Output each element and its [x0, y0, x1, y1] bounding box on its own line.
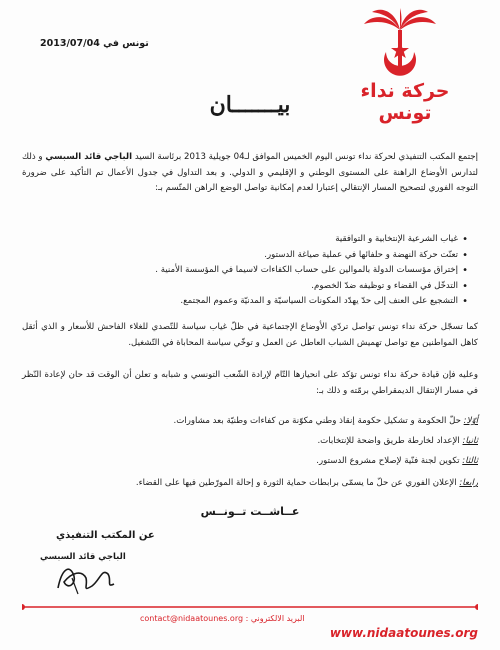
list-item: • تعنّت حركة النهضة و حلفائها في عملية صياغة الدستور.	[40, 248, 468, 264]
signatory-name: الباجي قائد السبسي	[40, 552, 126, 562]
logo-text: حركة نداء تونس	[360, 80, 450, 124]
closing-slogan: عــاشــت تــونــس	[200, 505, 300, 518]
document-title: بيـــــــان	[209, 92, 291, 118]
social-situation-paragraph: كما تسجّل حركة نداء تونس تواصل تردّي الأوضاع الإجتماعية في ظلّ غياب سياسة للتّصدي للغلاء الفاحش للأسعار و الذي أثقل كاهل المواطنين مع تواصل تهميش الشباب العاطل عن العمل و توخّي سياسة المحاباة في التّشغيل.	[22, 322, 478, 348]
demand-label: رابعا:	[459, 478, 478, 488]
demand-text: الإعلان الفوري عن حلّ ما يسمّى برابطات حماية الثورة و إحالة المورّطين فيها على القضاء.	[135, 478, 457, 488]
list-item: • إختراق مؤسسات الدولة بالموالين على حساب الكفاءات لاسيما في المؤسسة الأمنية .	[40, 263, 468, 279]
website-link[interactable]: www.nidaatounes.org	[329, 626, 478, 640]
list-item: • التدخّل في القضاء و توظيفه ضدّ الخصوم.	[40, 279, 468, 295]
demand-label: أوّلا:	[463, 416, 478, 426]
list-item: • التشجيع على العنف إلى حدّ يهدّد المكونات السياسيّة و المدنيّة وعموم المجتمع.	[40, 294, 468, 310]
list-item: • غياب الشرعية الإنتخابية و التوافقية	[40, 232, 468, 248]
demand-label: ثانيا:	[462, 436, 478, 446]
leader-name: الباجي قائد السبسي	[45, 152, 133, 162]
intro-text-c: و ذلك لتدارس الأوضاع الراهنة على المستوى الوطني و الإقليمي و الدولي. و بعد التداول في جدول الأعمال تم التأكيد على ضرورة التوجه الفوري لتصحيح المسار الإنتقالي إعتبارا لعدم إمكانية تواصل الوضع الراهن المتّسم بـ:	[22, 152, 478, 194]
document-date: تونس في 2013/07/04	[40, 38, 149, 49]
palm-crescent-logo-icon	[360, 8, 440, 78]
signatory-title: عن المكتب التنفيذي	[56, 530, 155, 541]
demand-item	[22, 478, 478, 488]
demand-text: حلّ الحكومة و تشكيل حكومة إنقاذ وطني مكوّنة من كفاءات وطنيّة بعد مشاورات.	[173, 416, 461, 426]
demand-text: الإعداد لخارطة طريق واضحة للإنتخابات.	[317, 436, 460, 446]
footer-divider	[22, 602, 478, 612]
position-paragraph: وعليه فإن قيادة حركة نداء تونس تؤكد على انحيازها التّام لإرادة الشّعب التونسي و شبابه و تعلن أن الوقت قد حان لإعادة النّظر في مسار الإنتقال الديمقراطي برمّته و ذلك بـ:	[22, 370, 478, 396]
concerns-list	[40, 232, 468, 310]
contact-email[interactable]: البريد الالكتروني : contact@nidaatounes.org	[140, 614, 305, 623]
demand-item	[22, 416, 478, 426]
demand-item	[22, 456, 478, 466]
handwritten-signature	[52, 558, 122, 598]
intro-paragraph	[22, 150, 478, 197]
demand-text: تكوين لجنة فنّية لإصلاح مشروع الدستور.	[316, 456, 460, 466]
intro-text-a: إجتمع المكتب التنفيذي لحركة نداء تونس اليوم الخميس الموافق لـ04 جويلية 2013 برئاسة السيد	[134, 152, 478, 162]
demand-item	[22, 436, 478, 446]
demand-label: ثالثا:	[462, 456, 478, 466]
